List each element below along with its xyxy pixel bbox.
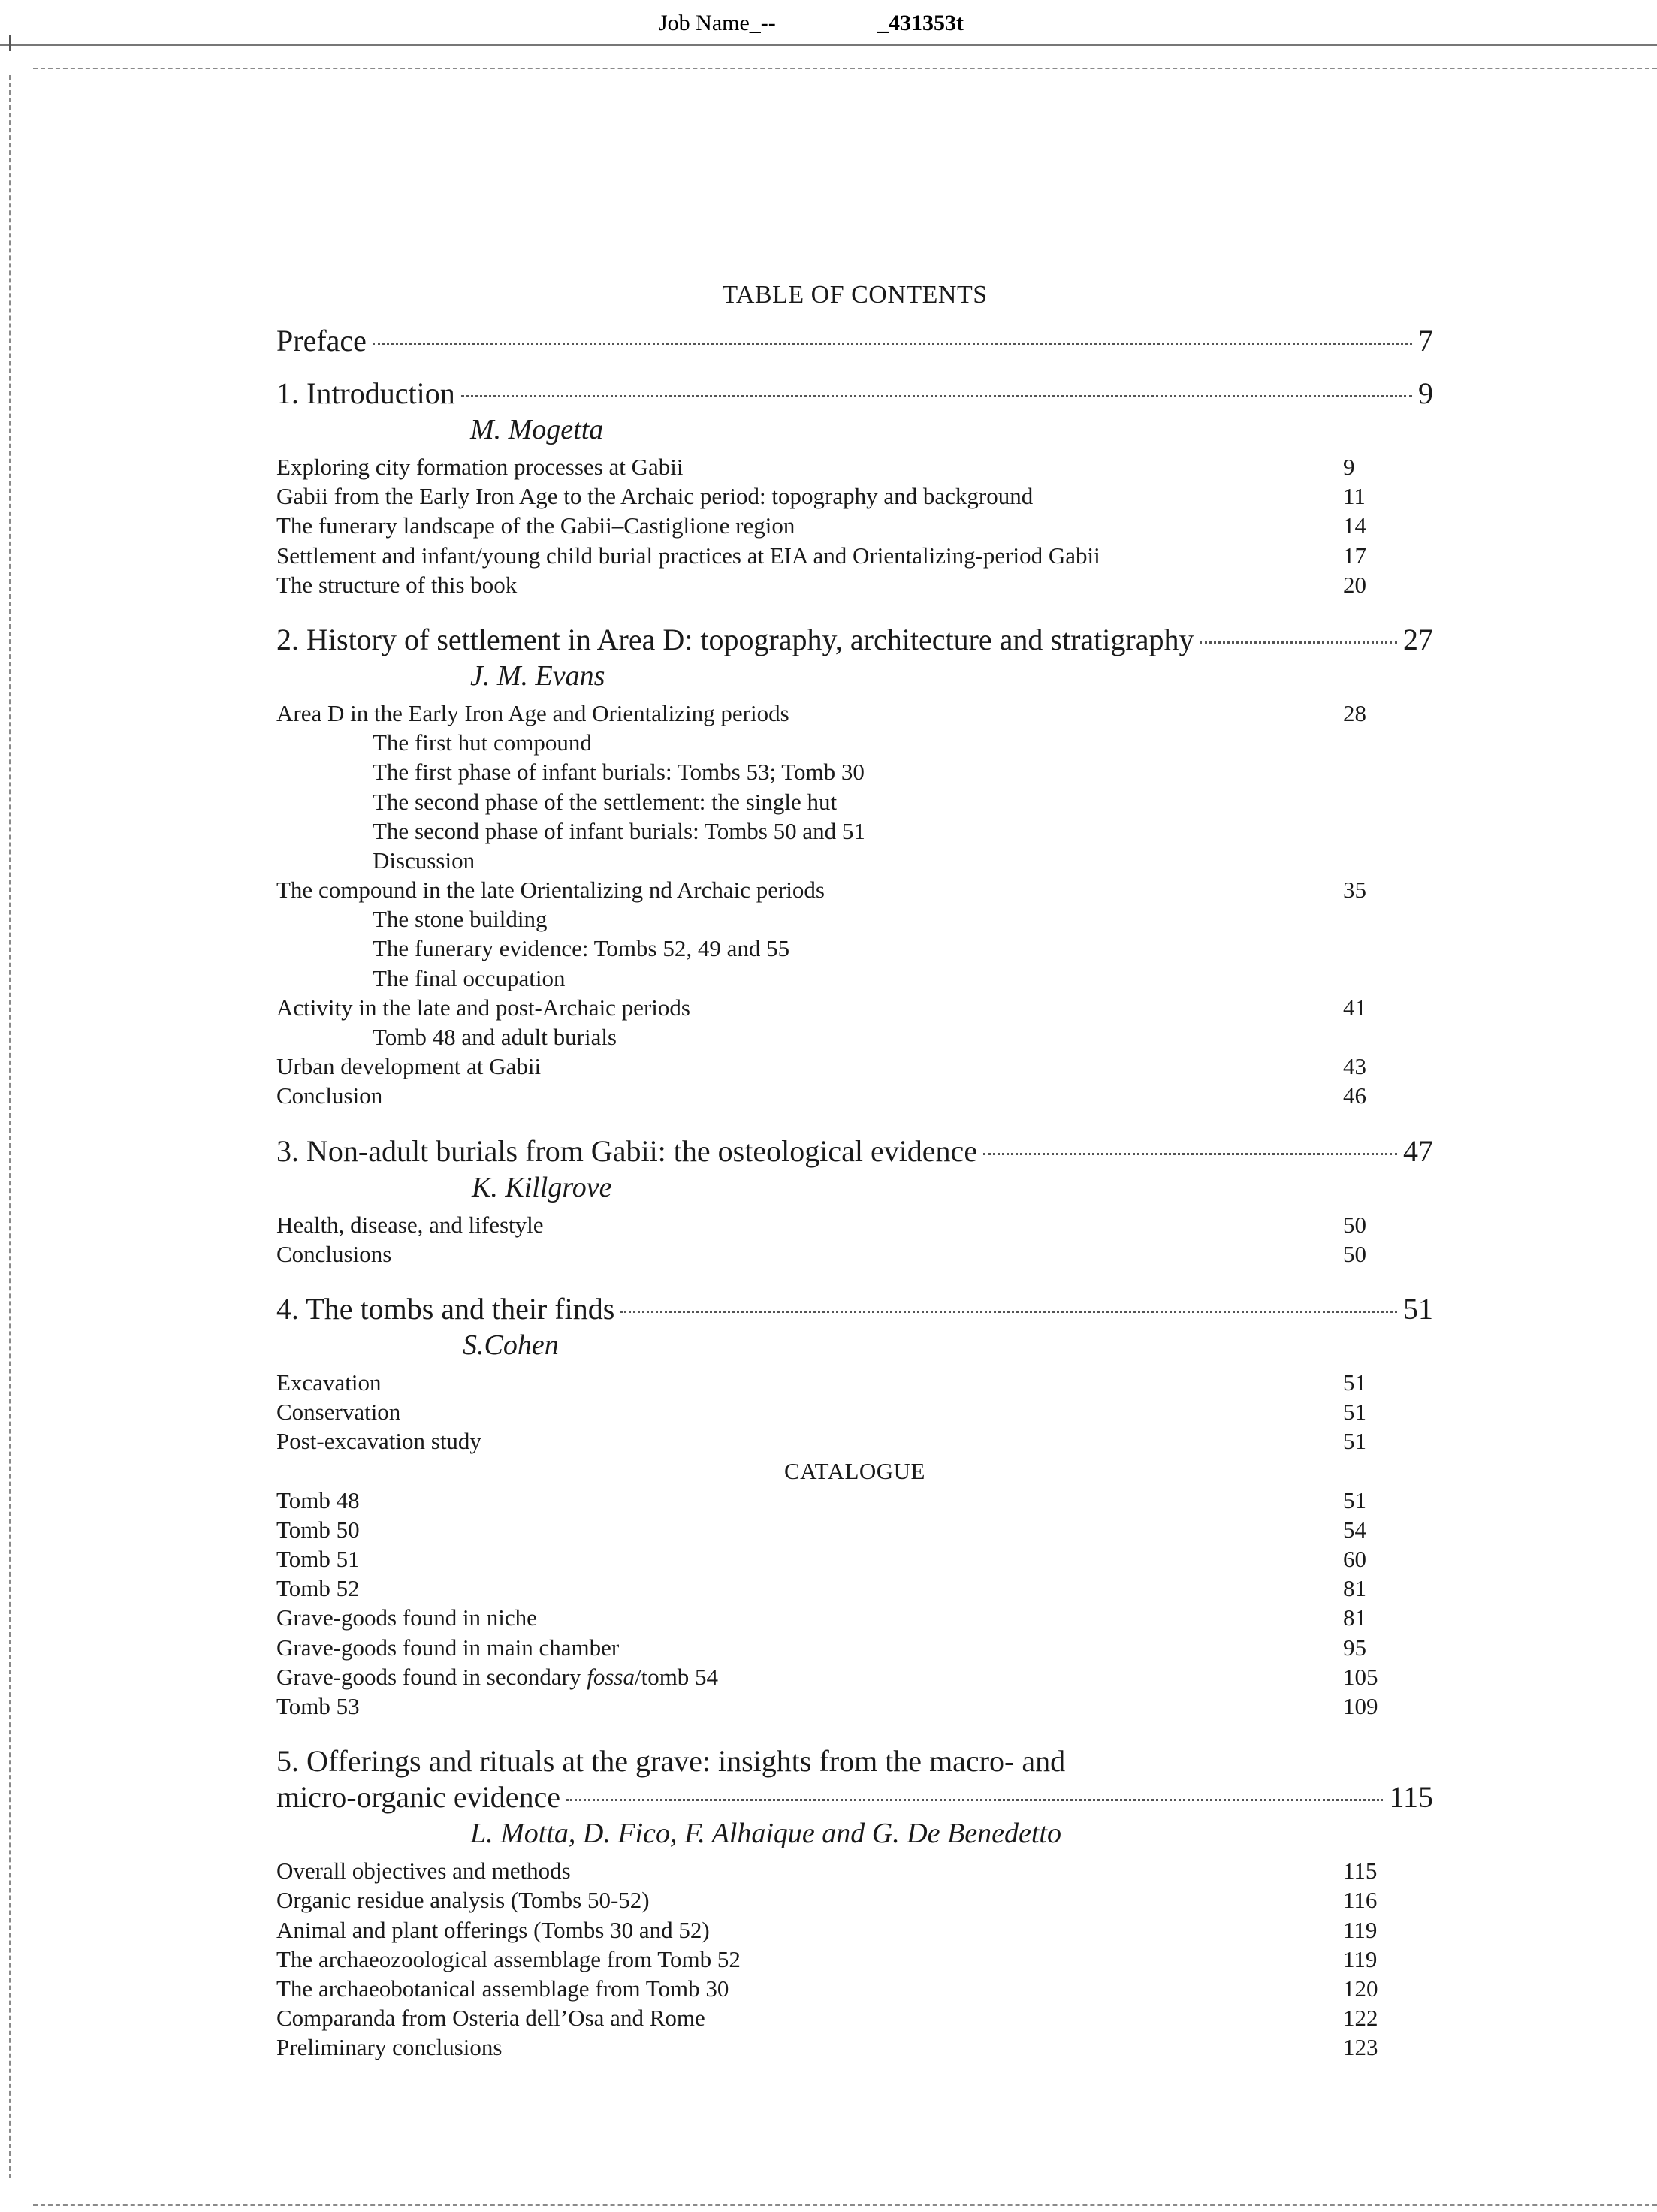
entry-title: The funerary evidence: Tombs 52, 49 and 55	[373, 935, 790, 962]
toc-chapter-2	[276, 622, 1433, 658]
entry-title: Activity in the late and post-Archaic periods	[276, 994, 690, 1021]
entry-title: Tomb 52	[276, 1575, 360, 1602]
toc-entry	[276, 1239, 1433, 1269]
entry-page: 115	[1343, 1857, 1378, 1885]
toc-entry	[276, 1856, 1433, 1885]
toc-subentry	[276, 904, 1433, 934]
toc-entry	[276, 1081, 1433, 1110]
entry-title: Grave-goods found in niche	[276, 1604, 537, 1631]
toc-entry	[276, 1885, 1433, 1915]
entry-title: Preliminary conclusions	[276, 2034, 503, 2061]
print-job-header	[0, 8, 1657, 45]
entry-page: 50	[1343, 1211, 1366, 1238]
catalogue-entry	[276, 1486, 1433, 1515]
chapter-title: Preface	[276, 324, 367, 358]
toc-entry	[276, 1426, 1433, 1456]
toc-entry	[276, 481, 1433, 511]
entry-page: 123	[1343, 2034, 1378, 2061]
chapter-page: 51	[1403, 1291, 1433, 1326]
entry-title: The funerary landscape of the Gabii–Castiglione region	[276, 512, 795, 539]
entry-title: Overall objectives and methods	[276, 1857, 571, 1885]
entry-page: 120	[1343, 1975, 1378, 2002]
entry-page: 46	[1343, 1082, 1366, 1109]
entry-page: 119	[1343, 1945, 1378, 1972]
entry-title: The final occupation	[373, 964, 566, 991]
entry-title: Tomb 53	[276, 1693, 360, 1719]
entry-title-part: Grave-goods found in secondary	[276, 1663, 587, 1690]
chapter-page: 9	[1418, 376, 1433, 410]
entry-title: The archaeobotanical assemblage from Tomb 30	[276, 1975, 729, 2002]
job-id: _431353t	[877, 11, 964, 35]
entry-title: Excavation	[276, 1369, 382, 1396]
catalogue-entry	[276, 1544, 1433, 1574]
entry-page: 20	[1343, 571, 1366, 598]
dot-leader	[566, 1799, 1384, 1801]
chapter-title-line2: micro-organic evidence	[276, 1780, 560, 1815]
table-of-contents	[276, 278, 1433, 2063]
toc-entry	[276, 1945, 1433, 1974]
entry-title: The archaeozoological assemblage from Tomb 52	[276, 1945, 741, 1972]
toc-chapter-4	[276, 1291, 1433, 1327]
dot-leader	[1200, 641, 1397, 644]
entry-title: The second phase of the settlement: the single hut	[373, 788, 838, 815]
chapter-author: L. Motta, D. Fico, F. Alhaique and G. De Benedetto	[470, 1818, 1061, 1850]
toc-subentry	[276, 816, 1433, 846]
entry-page: 51	[1343, 1486, 1366, 1513]
dot-leader	[461, 395, 1412, 397]
entry-title: Post-excavation study	[276, 1428, 481, 1455]
dot-leader	[620, 1311, 1397, 1313]
entry-title: Conservation	[276, 1399, 401, 1426]
entry-page: 51	[1343, 1428, 1366, 1455]
toc-subentry	[276, 1022, 1433, 1052]
toc-chapter-3	[276, 1133, 1433, 1169]
toc-entry	[276, 1052, 1433, 1081]
entry-page: 51	[1343, 1399, 1366, 1426]
entry-page: 60	[1343, 1546, 1366, 1573]
toc-entry	[276, 511, 1433, 540]
header-rule	[0, 44, 1657, 46]
toc-subentry	[276, 787, 1433, 816]
entry-page: 50	[1343, 1240, 1366, 1267]
entry-page: 105	[1343, 1663, 1378, 1690]
trim-line-top	[33, 68, 1657, 69]
entry-page: 41	[1343, 994, 1366, 1021]
chapter-title: 2. History of settlement in Area D: topography, architecture and stratigraphy	[276, 622, 1194, 656]
catalogue-entry	[276, 1603, 1433, 1632]
toc-entry	[276, 2003, 1433, 2032]
entry-title: Exploring city formation processes at Gabii	[276, 454, 684, 480]
entry-page: 17	[1343, 542, 1366, 569]
chapter-author: J. M. Evans	[470, 659, 605, 692]
entry-title: Comparanda from Osteria dell’Osa and Rome	[276, 2005, 705, 2032]
entry-title-part: /tomb 54	[634, 1663, 719, 1690]
toc-subentry	[276, 728, 1433, 757]
entry-title: Organic residue analysis (Tombs 50-52)	[276, 1887, 650, 1914]
entry-page: 81	[1343, 1604, 1366, 1631]
dot-leader	[983, 1153, 1397, 1155]
toc-chapter-1	[276, 376, 1433, 412]
toc-preface	[276, 323, 1433, 359]
entry-page: 14	[1343, 512, 1366, 539]
toc-entry	[276, 699, 1433, 728]
toc-subentry	[276, 757, 1433, 786]
entry-title: Health, disease, and lifestyle	[276, 1211, 544, 1238]
entry-page: 119	[1343, 1916, 1378, 1943]
entry-page: 95	[1343, 1634, 1366, 1661]
catalogue-entry	[276, 1691, 1433, 1721]
toc-entry	[276, 541, 1433, 570]
entry-title: Grave-goods found in main chamber	[276, 1634, 620, 1661]
toc-title: TABLE OF CONTENTS	[722, 281, 988, 309]
entry-title: Area D in the Early Iron Age and Orientalizing periods	[276, 699, 789, 726]
entry-title: Urban development at Gabii	[276, 1053, 542, 1080]
chapter-page: 47	[1403, 1133, 1433, 1168]
toc-entry	[276, 1915, 1433, 1945]
entry-title: The structure of this book	[276, 571, 518, 598]
toc-entry	[276, 452, 1433, 481]
toc-entry	[276, 993, 1433, 1022]
entry-page: 81	[1343, 1575, 1366, 1602]
toc-subentry	[276, 846, 1433, 875]
toc-entry	[276, 1974, 1433, 2003]
entry-title: Gabii from the Early Iron Age to the Archaic period: topography and background	[276, 483, 1034, 510]
toc-entry	[276, 875, 1433, 904]
entry-title: The first phase of infant burials: Tombs 53; Tomb 30	[373, 759, 865, 786]
chapter-page: 115	[1389, 1780, 1433, 1815]
toc-subentry	[276, 964, 1433, 993]
chapter-title: 3. Non-adult burials from Gabii: the osteological evidence	[276, 1133, 978, 1168]
catalogue-heading: CATALOGUE	[783, 1457, 925, 1484]
entry-page: 51	[1343, 1369, 1366, 1396]
entry-page: 109	[1343, 1693, 1378, 1719]
chapter-author: M. Mogetta	[470, 414, 604, 445]
entry-title: Tomb 50	[276, 1516, 360, 1543]
toc-chapter-5	[276, 1779, 1433, 1815]
trim-line-bottom	[33, 2204, 1657, 2206]
entry-title: Conclusion	[276, 1082, 383, 1109]
entry-title: The second phase of infant burials: Tombs 50 and 51	[373, 817, 865, 844]
toc-entry	[276, 1368, 1433, 1397]
entry-title: The compound in the late Orientalizing nd Archaic periods	[276, 877, 825, 904]
entry-title: Discussion	[373, 846, 475, 874]
entry-title: The first hut compound	[373, 729, 592, 756]
entry-page: 122	[1343, 2005, 1378, 2032]
entry-page: 9	[1343, 454, 1355, 480]
toc-entry	[276, 1397, 1433, 1426]
chapter-page: 27	[1403, 622, 1433, 656]
toc-entry	[276, 570, 1433, 599]
chapter-page: 7	[1418, 324, 1433, 358]
chapter-title: 1. Introduction	[276, 376, 455, 410]
entry-page: 11	[1343, 483, 1366, 510]
entry-title: The stone building	[373, 906, 548, 933]
catalogue-entry	[276, 1633, 1433, 1662]
chapter-title-line1: 5. Offerings and rituals at the grave: insights from the macro- and	[276, 1744, 1066, 1779]
entry-page: 43	[1343, 1053, 1366, 1080]
entry-page: 35	[1343, 877, 1366, 904]
entry-title	[276, 1664, 718, 1690]
entry-page: 116	[1343, 1887, 1378, 1914]
entry-title: Animal and plant offerings (Tombs 30 and 52)	[276, 1916, 710, 1943]
chapter-author: K. Killgrove	[472, 1171, 612, 1203]
entry-title: Tomb 48	[276, 1486, 360, 1513]
catalogue-entry	[276, 1574, 1433, 1603]
catalogue-entry	[276, 1515, 1433, 1544]
entry-title-italic: fossa	[587, 1663, 635, 1690]
job-name-label: Job Name_--	[659, 11, 776, 35]
entry-page: 28	[1343, 699, 1366, 726]
entry-title: Conclusions	[276, 1240, 392, 1267]
toc-entry	[276, 2032, 1433, 2062]
chapter-title: 4. The tombs and their finds	[276, 1291, 615, 1326]
catalogue-entry	[276, 1662, 1433, 1691]
entry-title: Tomb 51	[276, 1546, 360, 1573]
dot-leader	[373, 343, 1412, 345]
toc-subentry	[276, 934, 1433, 963]
entry-title: Tomb 48 and adult burials	[373, 1024, 617, 1050]
chapter-author: S.Cohen	[463, 1329, 559, 1361]
corner-crop-mark	[9, 35, 11, 51]
trim-line-left	[9, 75, 11, 2178]
entry-title: Settlement and infant/young child burial practices at EIA and Orientalizing-period Gabii	[276, 542, 1100, 569]
toc-entry	[276, 1210, 1433, 1239]
entry-page: 54	[1343, 1516, 1366, 1543]
